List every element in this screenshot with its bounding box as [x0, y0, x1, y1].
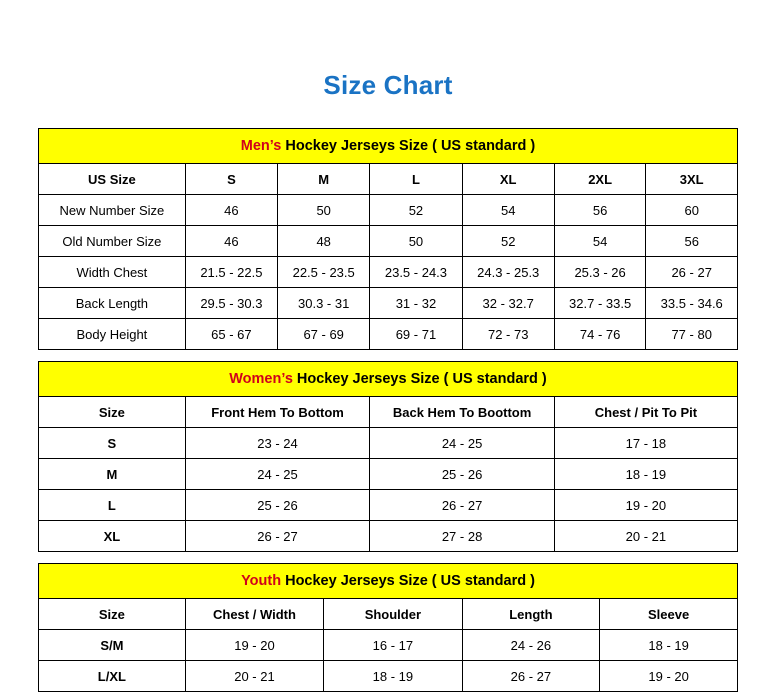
mens-section-heading [39, 129, 738, 164]
spacer [38, 552, 738, 563]
womens-row-0-val-1: 24 - 25 [370, 428, 555, 459]
mens-row-0-val-1: 50 [278, 195, 370, 226]
mens-col-5: 2XL [554, 164, 646, 195]
womens-column-header-row [39, 397, 738, 428]
youth-row-1-val-1: 18 - 19 [324, 661, 462, 692]
mens-heading-accent: Men’s [240, 138, 282, 154]
womens-row-0-label: S [39, 428, 186, 459]
mens-row-1-label: Old Number Size [39, 226, 186, 257]
youth-row-1-val-3: 19 - 20 [600, 661, 738, 692]
mens-heading-cell [39, 129, 738, 164]
table-row [39, 630, 738, 661]
youth-col-2: Shoulder [324, 599, 462, 630]
womens-heading-accent: Women’s [229, 371, 293, 387]
mens-row-3-val-2: 31 - 32 [370, 288, 462, 319]
page-title: Size Chart [323, 70, 453, 100]
mens-row-4-val-3: 72 - 73 [462, 319, 554, 350]
mens-row-2-val-3: 24.3 - 25.3 [462, 257, 554, 288]
womens-heading-rest: Hockey Jerseys Size ( US standard ) [292, 371, 547, 387]
youth-row-0-val-1: 16 - 17 [324, 630, 462, 661]
table-row [39, 288, 738, 319]
mens-row-3-val-5: 33.5 - 34.6 [646, 288, 738, 319]
mens-row-4-label: Body Height [39, 319, 186, 350]
womens-row-3-val-1: 27 - 28 [370, 521, 555, 552]
mens-row-4-val-2: 69 - 71 [370, 319, 462, 350]
womens-row-2-val-0: 25 - 26 [185, 490, 370, 521]
mens-row-3-val-0: 29.5 - 30.3 [185, 288, 277, 319]
youth-row-1-val-0: 20 - 21 [185, 661, 323, 692]
youth-col-4: Sleeve [600, 599, 738, 630]
womens-row-0-val-0: 23 - 24 [185, 428, 370, 459]
mens-row-2-label: Width Chest [39, 257, 186, 288]
youth-col-0: Size [39, 599, 186, 630]
mens-row-2-val-1: 22.5 - 23.5 [278, 257, 370, 288]
youth-row-0-val-2: 24 - 26 [462, 630, 600, 661]
mens-row-3-val-4: 32.7 - 33.5 [554, 288, 646, 319]
mens-col-1: S [185, 164, 277, 195]
mens-row-3-val-3: 32 - 32.7 [462, 288, 554, 319]
mens-row-0-val-5: 60 [646, 195, 738, 226]
womens-row-2-label: L [39, 490, 186, 521]
womens-heading-cell [39, 362, 738, 397]
womens-section-heading [39, 362, 738, 397]
mens-row-1-val-2: 50 [370, 226, 462, 257]
mens-row-1-val-4: 54 [554, 226, 646, 257]
womens-col-3: Chest / Pit To Pit [554, 397, 737, 428]
mens-row-4-val-1: 67 - 69 [278, 319, 370, 350]
youth-row-0-val-0: 19 - 20 [185, 630, 323, 661]
womens-row-1-val-0: 24 - 25 [185, 459, 370, 490]
womens-col-1: Front Hem To Bottom [185, 397, 370, 428]
table-row [39, 226, 738, 257]
womens-row-1-label: M [39, 459, 186, 490]
womens-size-table [38, 361, 738, 552]
mens-row-1-val-3: 52 [462, 226, 554, 257]
mens-row-1-val-5: 56 [646, 226, 738, 257]
mens-column-header-row [39, 164, 738, 195]
mens-row-3-label: Back Length [39, 288, 186, 319]
youth-heading-rest: Hockey Jerseys Size ( US standard ) [281, 573, 535, 589]
mens-row-4-val-0: 65 - 67 [185, 319, 277, 350]
mens-col-6: 3XL [646, 164, 738, 195]
womens-row-2-val-1: 26 - 27 [370, 490, 555, 521]
youth-size-table [38, 563, 738, 692]
mens-row-0-val-0: 46 [185, 195, 277, 226]
mens-col-4: XL [462, 164, 554, 195]
table-row [39, 521, 738, 552]
womens-col-2: Back Hem To Boottom [370, 397, 555, 428]
table-gap-2 [38, 552, 738, 563]
size-tables [38, 128, 738, 692]
womens-row-2-val-2: 19 - 20 [554, 490, 737, 521]
youth-row-0-label: S/M [39, 630, 186, 661]
mens-row-2-val-4: 25.3 - 26 [554, 257, 646, 288]
mens-row-2-val-5: 26 - 27 [646, 257, 738, 288]
mens-col-0: US Size [39, 164, 186, 195]
mens-row-3-val-1: 30.3 - 31 [278, 288, 370, 319]
womens-row-3-val-2: 20 - 21 [554, 521, 737, 552]
womens-row-1-val-2: 18 - 19 [554, 459, 737, 490]
table-row [39, 490, 738, 521]
mens-row-4-val-5: 77 - 80 [646, 319, 738, 350]
table-row [39, 319, 738, 350]
mens-row-2-val-2: 23.5 - 24.3 [370, 257, 462, 288]
mens-row-0-val-4: 56 [554, 195, 646, 226]
mens-row-1-val-0: 46 [185, 226, 277, 257]
youth-row-0-val-3: 18 - 19 [600, 630, 738, 661]
youth-heading-accent: Youth [241, 573, 282, 589]
womens-row-3-label: XL [39, 521, 186, 552]
womens-row-3-val-0: 26 - 27 [185, 521, 370, 552]
table-row [39, 661, 738, 692]
womens-row-1-val-1: 25 - 26 [370, 459, 555, 490]
mens-row-0-label: New Number Size [39, 195, 186, 226]
youth-col-1: Chest / Width [185, 599, 323, 630]
mens-row-0-val-3: 54 [462, 195, 554, 226]
table-row [39, 257, 738, 288]
womens-col-0: Size [39, 397, 186, 428]
youth-row-1-val-2: 26 - 27 [462, 661, 600, 692]
mens-heading-rest: Hockey Jerseys Size ( US standard ) [281, 138, 536, 154]
table-row [39, 428, 738, 459]
youth-column-header-row [39, 599, 738, 630]
youth-row-1-label: L/XL [39, 661, 186, 692]
mens-col-2: M [278, 164, 370, 195]
mens-row-4-val-4: 74 - 76 [554, 319, 646, 350]
youth-col-3: Length [462, 599, 600, 630]
mens-col-3: L [370, 164, 462, 195]
mens-size-table [38, 128, 738, 350]
mens-row-1-val-1: 48 [278, 226, 370, 257]
table-row [39, 459, 738, 490]
youth-section-heading [39, 564, 738, 599]
womens-row-0-val-2: 17 - 18 [554, 428, 737, 459]
mens-row-0-val-2: 52 [370, 195, 462, 226]
table-gap-1 [38, 350, 738, 361]
table-row [39, 195, 738, 226]
spacer [38, 350, 738, 361]
mens-row-2-val-0: 21.5 - 22.5 [185, 257, 277, 288]
youth-heading-cell [39, 564, 738, 599]
